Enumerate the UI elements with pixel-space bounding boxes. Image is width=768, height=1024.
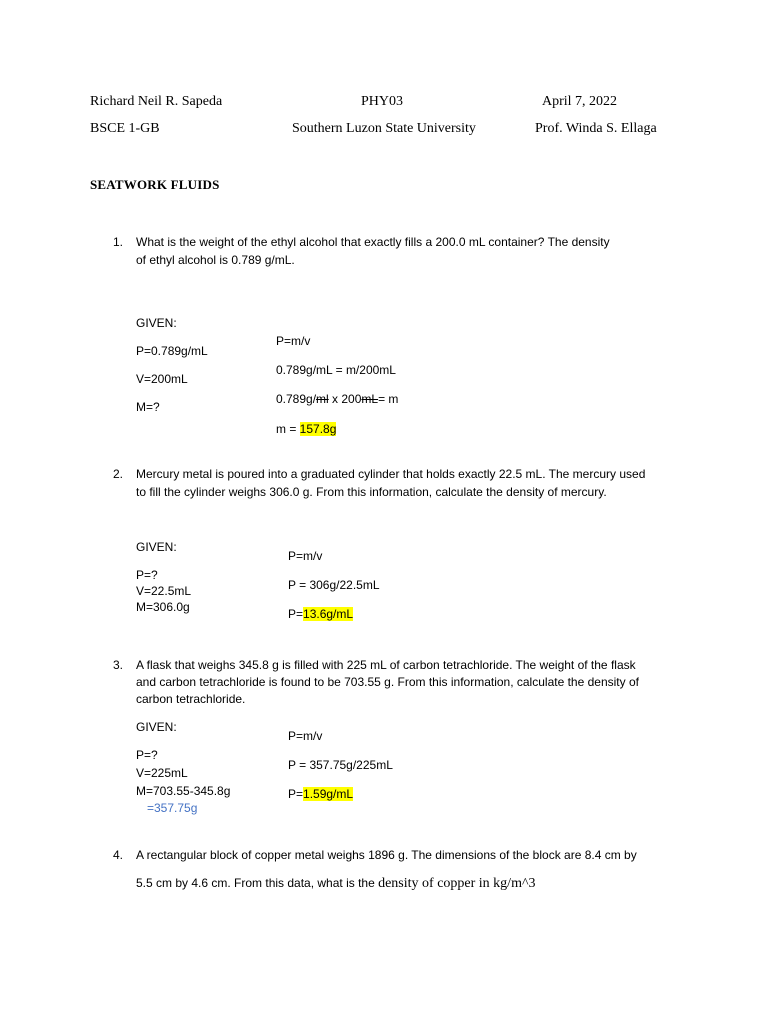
university: Southern Luzon State University <box>292 121 476 136</box>
given-item: P=0.789g/mL <box>136 344 208 358</box>
given-item: V=200mL <box>136 372 188 386</box>
question-text: of ethyl alcohol is 0.789 g/mL. <box>136 253 295 267</box>
given-item: V=225mL <box>136 766 188 780</box>
question-number: 1. <box>113 235 124 249</box>
question-text: A flask that weighs 345.8 g is filled with 225 mL of carbon tetrachloride. The weight of the flask <box>136 658 636 672</box>
answer-prefix: P= <box>288 787 304 801</box>
given-item: P=? <box>136 748 158 762</box>
solution-step: P = 306g/22.5mL <box>288 578 380 592</box>
given-item: P=? <box>136 568 158 582</box>
question-text <box>136 874 536 892</box>
answer-highlight: 1.59g/mL <box>303 787 354 801</box>
question-text: and carbon tetrachloride is found to be 703.55 g. From this information, calculate the density of <box>136 675 639 689</box>
answer-line <box>288 607 353 621</box>
question-text-part: 5.5 cm by 4.6 cm. From this data, what is the <box>136 876 379 890</box>
given-label: GIVEN: <box>136 540 177 554</box>
cancelled-unit: ml <box>316 392 329 406</box>
question-number: 2. <box>113 467 124 481</box>
question-text-part: density of copper in kg/m^3 <box>378 876 536 891</box>
section: BSCE 1-GB <box>90 121 160 136</box>
given-item: M=306.0g <box>136 600 190 614</box>
solution-step: P = 357.75g/225mL <box>288 758 393 772</box>
question-text: Mercury metal is poured into a graduated cylinder that holds exactly 22.5 mL. The mercury used <box>136 467 646 481</box>
answer-prefix: m = <box>276 422 300 436</box>
page-title: SEATWORK FLUIDS <box>90 177 220 192</box>
date: April 7, 2022 <box>542 94 618 109</box>
formula: P=m/v <box>276 334 311 348</box>
given-item: M=? <box>136 400 160 414</box>
given-item: V=22.5mL <box>136 584 192 598</box>
question-text: to fill the cylinder weighs 306.0 g. From this information, calculate the density of mercury. <box>136 485 607 499</box>
formula: P=m/v <box>288 729 323 743</box>
answer-line <box>276 422 336 436</box>
given-item: M=703.55-345.8g <box>136 784 231 798</box>
question-number: 4. <box>113 848 124 862</box>
solution-text: = m <box>378 392 399 406</box>
question-text: carbon tetrachloride. <box>136 692 246 706</box>
question-text: A rectangular block of copper metal weighs 1896 g. The dimensions of the block are 8.4 cm by <box>136 848 637 862</box>
student-name: Richard Neil R. Sapeda <box>90 94 223 109</box>
answer-highlight: 13.6g/mL <box>303 607 354 621</box>
answer-line <box>288 787 353 801</box>
question-text: What is the weight of the ethyl alcohol that exactly fills a 200.0 mL container? The density <box>136 235 610 249</box>
solution-step: 0.789g/mL = m/200mL <box>276 363 396 377</box>
solution-step <box>276 392 398 406</box>
given-result: =357.75g <box>147 801 198 815</box>
cancelled-unit: mL <box>361 392 379 406</box>
course-code: PHY03 <box>361 94 404 109</box>
formula: P=m/v <box>288 549 323 563</box>
answer-highlight: 157.8g <box>299 422 337 436</box>
answer-prefix: P= <box>288 607 304 621</box>
given-label: GIVEN: <box>136 720 177 734</box>
solution-text: x 200 <box>328 392 362 406</box>
professor: Prof. Winda S. Ellaga <box>535 121 657 136</box>
given-label: GIVEN: <box>136 316 177 330</box>
question-number: 3. <box>113 658 124 672</box>
solution-text: 0.789g/ <box>276 392 317 406</box>
